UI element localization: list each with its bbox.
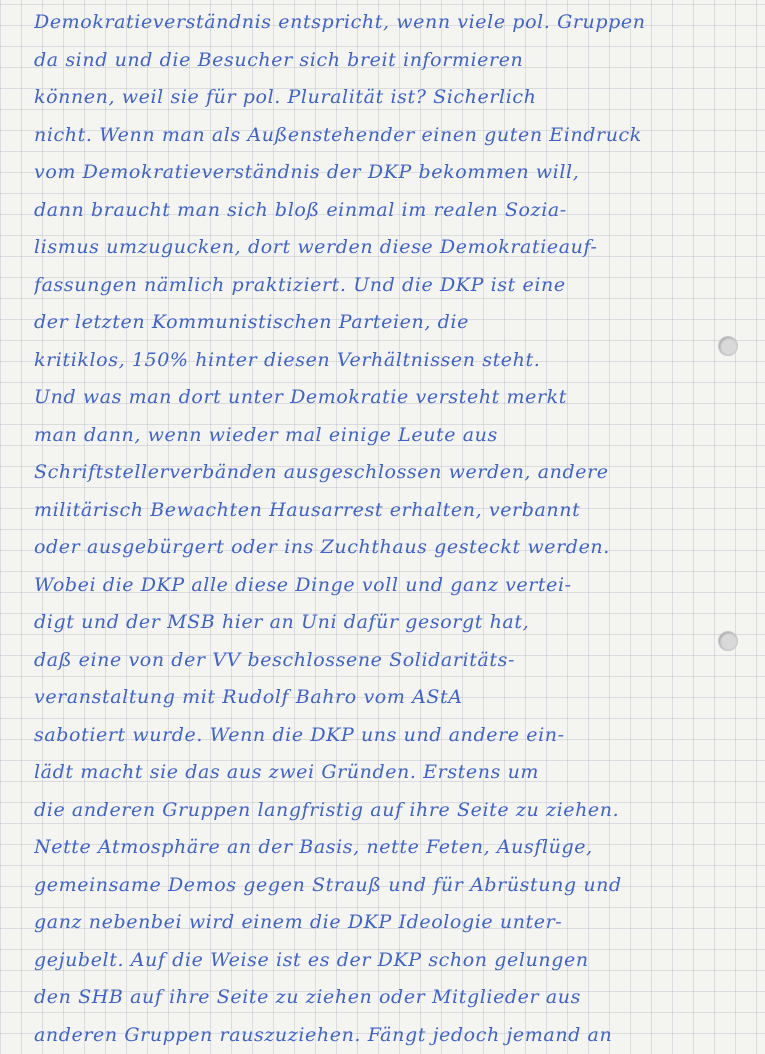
text-line: lädt macht sie das aus zwei Gründen. Erstens um	[34, 754, 746, 792]
text-line: können, weil sie für pol. Pluralität ist? Sicherlich	[34, 79, 746, 117]
text-line: Wobei die DKP alle diese Dinge voll und ganz vertei-	[34, 567, 746, 605]
text-line: oder ausgebürgert oder ins Zuchthaus gesteckt werden.	[34, 529, 746, 567]
text-line: dann braucht man sich bloß einmal im realen Sozia-	[34, 192, 746, 230]
text-line: lismus umzugucken, dort werden diese Demokratieauf-	[34, 229, 746, 267]
text-line: man dann, wenn wieder mal einige Leute aus	[34, 417, 746, 455]
text-line: die anderen Gruppen langfristig auf ihre Seite zu ziehen.	[34, 792, 746, 830]
text-line: anderen Gruppen rauszuziehen. Fängt jedoch jemand an	[34, 1017, 746, 1054]
text-line: den SHB auf ihre Seite zu ziehen oder Mitglieder aus	[34, 979, 746, 1017]
text-line: fassungen nämlich praktiziert. Und die DKP ist eine	[34, 267, 746, 305]
text-line: da sind und die Besucher sich breit informieren	[34, 42, 746, 80]
text-line: militärisch Bewachten Hausarrest erhalten, verbannt	[34, 492, 746, 530]
text-line: Und was man dort unter Demokratie versteht merkt	[34, 379, 746, 417]
text-line: nicht. Wenn man als Außenstehender einen guten Eindruck	[34, 117, 746, 155]
text-line: sabotiert wurde. Wenn die DKP uns und andere ein-	[34, 717, 746, 755]
text-line: ganz nebenbei wird einem die DKP Ideologie unter-	[34, 904, 746, 942]
handwritten-text	[34, 4, 746, 1054]
text-line: Demokratieverständnis entspricht, wenn viele pol. Gruppen	[34, 4, 746, 42]
text-line: der letzten Kommunistischen Parteien, die	[34, 304, 746, 342]
text-line: daß eine von der VV beschlossene Solidaritäts-	[34, 642, 746, 680]
text-line: veranstaltung mit Rudolf Bahro vom AStA	[34, 679, 746, 717]
text-line: gejubelt. Auf die Weise ist es der DKP schon gelungen	[34, 942, 746, 980]
text-line: kritiklos, 150% hinter diesen Verhältnissen steht.	[34, 342, 746, 380]
text-line: Nette Atmosphäre an der Basis, nette Feten, Ausflüge,	[34, 829, 746, 867]
text-line: Schriftstellerverbänden ausgeschlossen werden, andere	[34, 454, 746, 492]
text-line: digt und der MSB hier an Uni dafür gesorgt hat,	[34, 604, 746, 642]
text-line: gemeinsame Demos gegen Strauß und für Abrüstung und	[34, 867, 746, 905]
text-line: vom Demokratieverständnis der DKP bekommen will,	[34, 154, 746, 192]
